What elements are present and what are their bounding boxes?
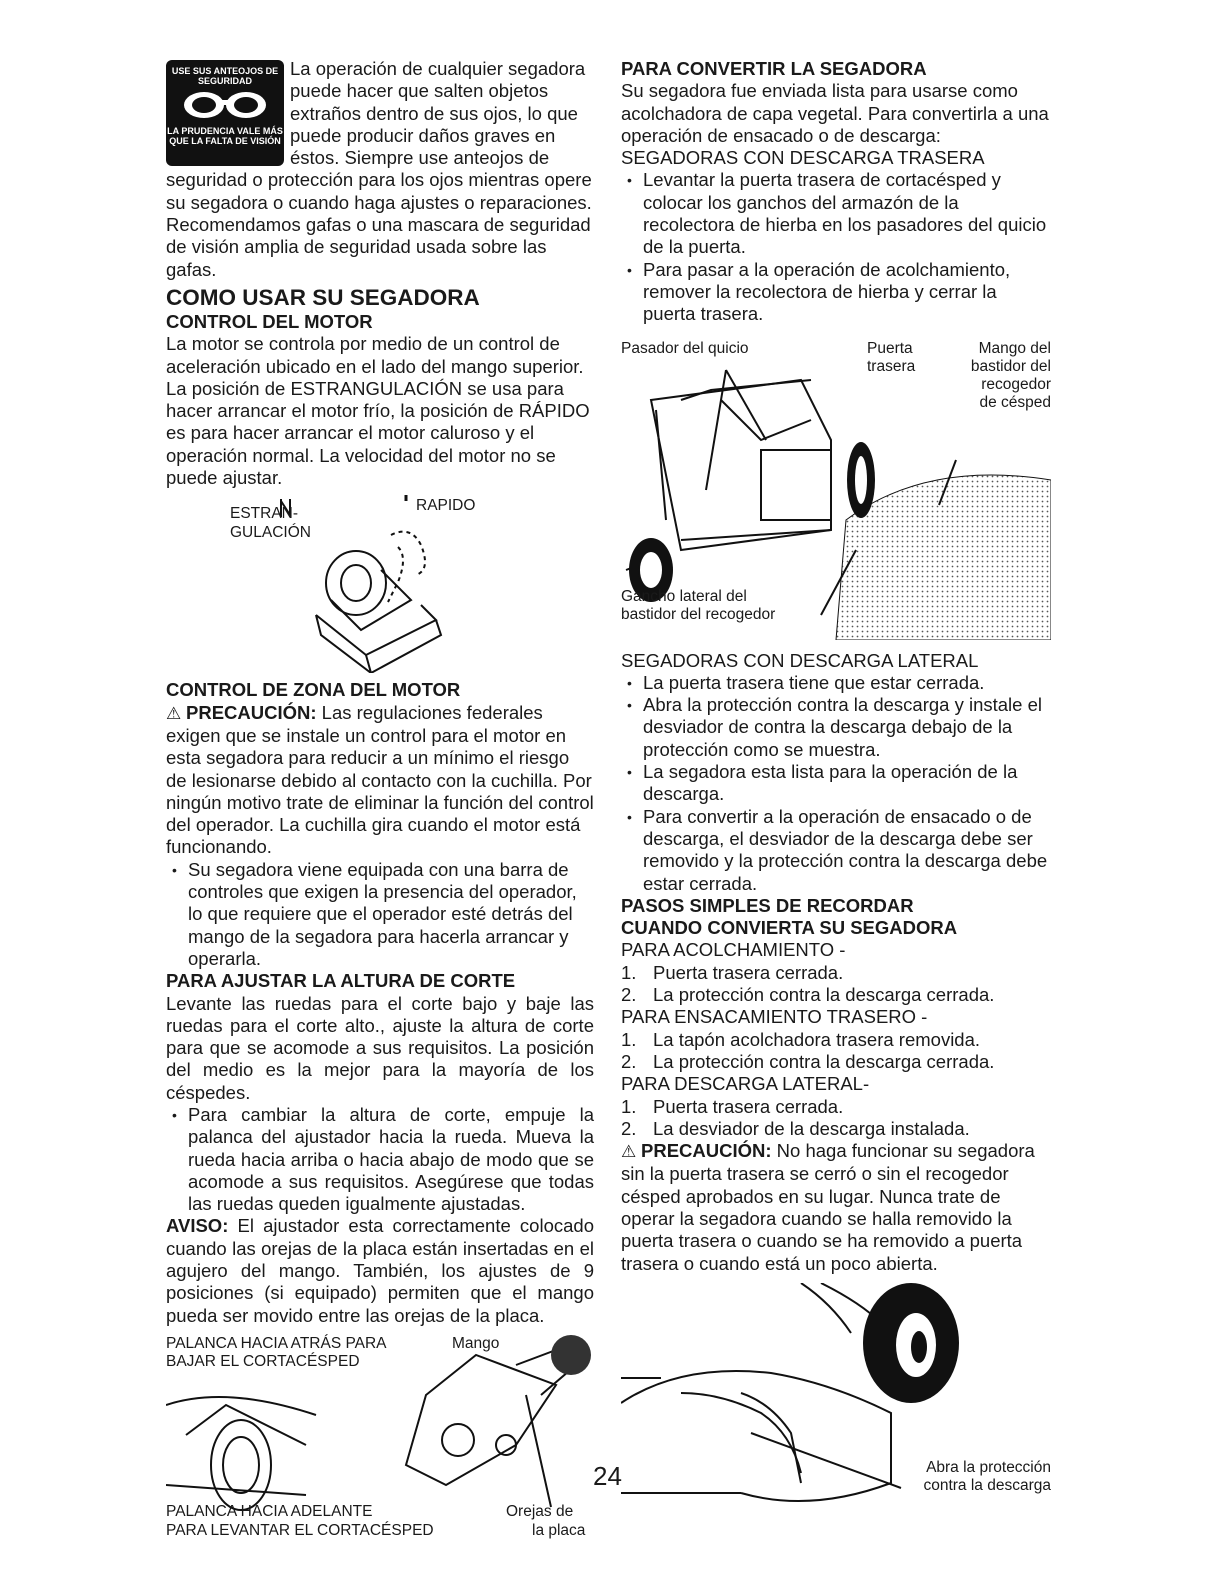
list-item: 2. La protección contra la descarga cerrada.	[621, 984, 995, 1006]
mango-bastidor-line3: recogedor	[981, 375, 1051, 393]
fast-label: RAPIDO	[416, 497, 476, 515]
badge-bottom-text: LA PRUDENCIA VALE MÁS QUE LA FALTA DE VISIÓN	[167, 126, 283, 146]
descarga-lateral-list	[621, 1096, 1051, 1141]
altura-bullets	[166, 1104, 594, 1215]
lateral-bullets	[621, 672, 1051, 895]
heading-control-zona: CONTROL DE ZONA DEL MOTOR	[166, 679, 461, 701]
safety-intro-text: La operación de cualquier segadora puede hacer que salten objetos extraños dentro de sus ojos, lo que puede producir daños graves en éstos. Siempre use anteojos de seguridad o protección para los ojos mientras opere su segadora o cuando haga ajustes o reparaciones. Recomendamos gafas o una mascara de seguridad de visión amplia de seguridad usada sobre las gafas.	[166, 58, 592, 280]
list-item: 1. La tapón acolchadora trasera removida.	[621, 1028, 981, 1050]
zona-bullets	[166, 859, 594, 970]
heading-convertir: PARA CONVERTIR LA SEGADORA	[621, 58, 927, 79]
safety-glasses-icon	[180, 90, 270, 120]
safety-glasses-badge	[166, 60, 284, 166]
aviso-paragraph	[166, 1215, 594, 1326]
mango-bastidor-line1: Mango del	[978, 339, 1051, 357]
page-number: 24	[593, 1461, 622, 1491]
chute-label-line2: contra la descarga	[923, 1476, 1051, 1494]
height-forward-line1: PALANCA HACIA ADELANTE	[166, 1502, 373, 1520]
precaucion-puerta-paragraph	[621, 1140, 1051, 1275]
height-back-line2: BAJAR EL CORTACÉSPED	[166, 1352, 360, 1370]
descarga-lateral-title: PARA DESCARGA LATERAL-	[621, 1073, 870, 1095]
gancho-label-line1: Gancho lateral del	[621, 587, 747, 605]
aviso-label: AVISO:	[166, 1215, 229, 1237]
heading-como-usar: COMO USAR SU SEGADORA	[166, 284, 480, 310]
control-motor-text: La motor se controla por medio de un control de aceleración ubicado en el lado del mango superior. La posición de ESTRANGULACIÓN se usa para hacer arrancar el motor frío, la posición de RÁPIDO es para hacer arrancar el motor caluroso y el operación normal. La velocidad del motor no se puede ajustar.	[166, 333, 590, 489]
warning-icon: ⚠	[166, 703, 182, 723]
precaucion-zona-paragraph	[166, 702, 594, 859]
height-forward-line2: PARA LEVANTAR EL CORTACÉSPED	[166, 1521, 434, 1539]
choke-label-line2: GULACIÓN	[230, 524, 311, 542]
ensacamiento-title: PARA ENSACAMIENTO TRASERO -	[621, 1006, 928, 1028]
mango-bastidor-line2: bastidor del	[970, 357, 1051, 375]
choke-label-line1: ESTRAN-	[230, 505, 299, 523]
chute-label-line1: Abra la protección	[926, 1458, 1051, 1476]
precaucion-zona-text: Las regulaciones federales exigen que se instale un control para el motor en esta segadora para reducir a un mínimo el riesgo de lesionarse debido al contacto con la cuchilla. Por ningún motivo trate de eliminar la función del control del operador. La cuchilla gira cuando el motor está funcionando.	[166, 701, 594, 858]
list-item: • Su segadora viene equipada con una barra de controles que exigen la presencia del operador, lo que requiere que el operador esté detrás del mango de la segadora para hacerla arrancar y operarla.	[166, 859, 594, 970]
list-item: • Abra la protección contra la descarga y instale el desviador de contra la descarga debajo de la protección como se muestra.	[621, 694, 1051, 761]
list-item: • Para convertir a la operación de ensacado o de descarga, el desviador de la descarga debe ser removido y la protección contra la descarga debe estar cerrada.	[621, 806, 1051, 895]
precaucion-puerta-text: No haga funcionar su segadora sin la puerta trasera se cerró o sin el recogedor césped aprobados en su lugar. Nunca trate de operar la segadora cuando se halla removido la puerta trasera o cuando se ha removido a puerta trasera o cuando está un poco abierta.	[621, 1140, 1035, 1274]
bag-attach-figure	[621, 340, 1051, 640]
discharge-chute-figure	[621, 1283, 1051, 1503]
convertir-text: Su segadora fue enviada lista para usarse como acolchadora de capa vegetal. Para convertirla a una operación de ensacado o de descarga:	[621, 80, 1049, 146]
heading-pasos-line1: PASOS SIMPLES DE RECORDAR	[621, 894, 914, 916]
orejas-label-line1: Orejas de	[506, 1502, 574, 1520]
orejas-label-line2: la placa	[532, 1521, 586, 1539]
left-column	[166, 58, 594, 1545]
list-item: • Levantar la puerta trasera de cortacésped y colocar los ganchos del armazón de la recolectora de hierba en los pasadores del quicio de la puerta.	[621, 169, 1051, 258]
list-item: • Para cambiar la altura de corte, empuje la palanca del ajustador hacia la rueda. Mueva la rueda hacia arriba o hacia abajo de modo que se acomode a sus requisitos. Asegúrese que todas las ruedas queden igualmente ajustadas.	[166, 1104, 594, 1215]
throttle-control-figure	[166, 495, 594, 673]
altura-text: Levante las ruedas para el corte bajo y baje las ruedas para el corte alto., ajuste la altura de corte para que se acomode a sus requisitos. La posición del medio es la mejor para la mayoría de los céspedes.	[166, 992, 594, 1103]
sub-descarga-lateral: SEGADORAS CON DESCARGA LATERAL	[621, 649, 979, 671]
trasera-bullets	[621, 169, 1051, 325]
badge-top-text: USE SUS ANTEOJOS DE SEGURIDAD	[171, 66, 279, 86]
puerta-label-line2: trasera	[867, 357, 916, 375]
ensacamiento-list	[621, 1029, 1051, 1074]
right-column	[621, 58, 1051, 1503]
heading-altura: PARA AJUSTAR LA ALTURA DE CORTE	[166, 970, 516, 992]
list-item: • La puerta trasera tiene que estar cerrada.	[621, 672, 1051, 694]
list-item: 2. La desviador de la descarga instalada.	[621, 1117, 970, 1139]
mango-bastidor-line4: de césped	[979, 393, 1051, 411]
precaucion-label: PRECAUCIÓN:	[641, 1140, 772, 1162]
heading-control-motor: CONTROL DEL MOTOR	[166, 310, 373, 332]
aviso-text: El ajustador esta correctamente colocado cuando las orejas de la placa están insertadas en el agujero del mango. También, los ajustes de 9 posiciones (si equipado) permiten que el mango pueda ser movido entre las orejas de la placa.	[166, 1215, 594, 1326]
list-item: 1. Puerta trasera cerrada.	[621, 1095, 844, 1117]
list-item: • La segadora esta lista para la operación de la descarga.	[621, 761, 1051, 806]
pasador-label: Pasador del quicio	[621, 339, 749, 357]
list-item: 2. La protección contra la descarga cerrada.	[621, 1050, 995, 1072]
gancho-label-line2: bastidor del recogedor	[621, 605, 776, 623]
height-back-line1: PALANCA HACIA ATRÁS PARA	[166, 1334, 387, 1352]
precaucion-label: PRECAUCIÓN:	[186, 701, 317, 723]
heading-pasos-line2: CUANDO CONVIERTA SU SEGADORA	[621, 917, 958, 939]
acolchamiento-title: PARA ACOLCHAMIENTO -	[621, 939, 846, 961]
height-adjust-figure	[166, 1335, 594, 1545]
list-item: 1. Puerta trasera cerrada.	[621, 961, 844, 983]
acolchamiento-list	[621, 962, 1051, 1007]
warning-icon: ⚠	[621, 1142, 637, 1162]
sub-descarga-trasera: SEGADORAS CON DESCARGA TRASERA	[621, 147, 985, 169]
list-item: • Para pasar a la operación de acolchamiento, remover la recolectora de hierba y cerrar la puerta trasera.	[621, 259, 1051, 326]
puerta-label-line1: Puerta	[867, 339, 913, 357]
height-mango-label: Mango	[452, 1334, 500, 1352]
